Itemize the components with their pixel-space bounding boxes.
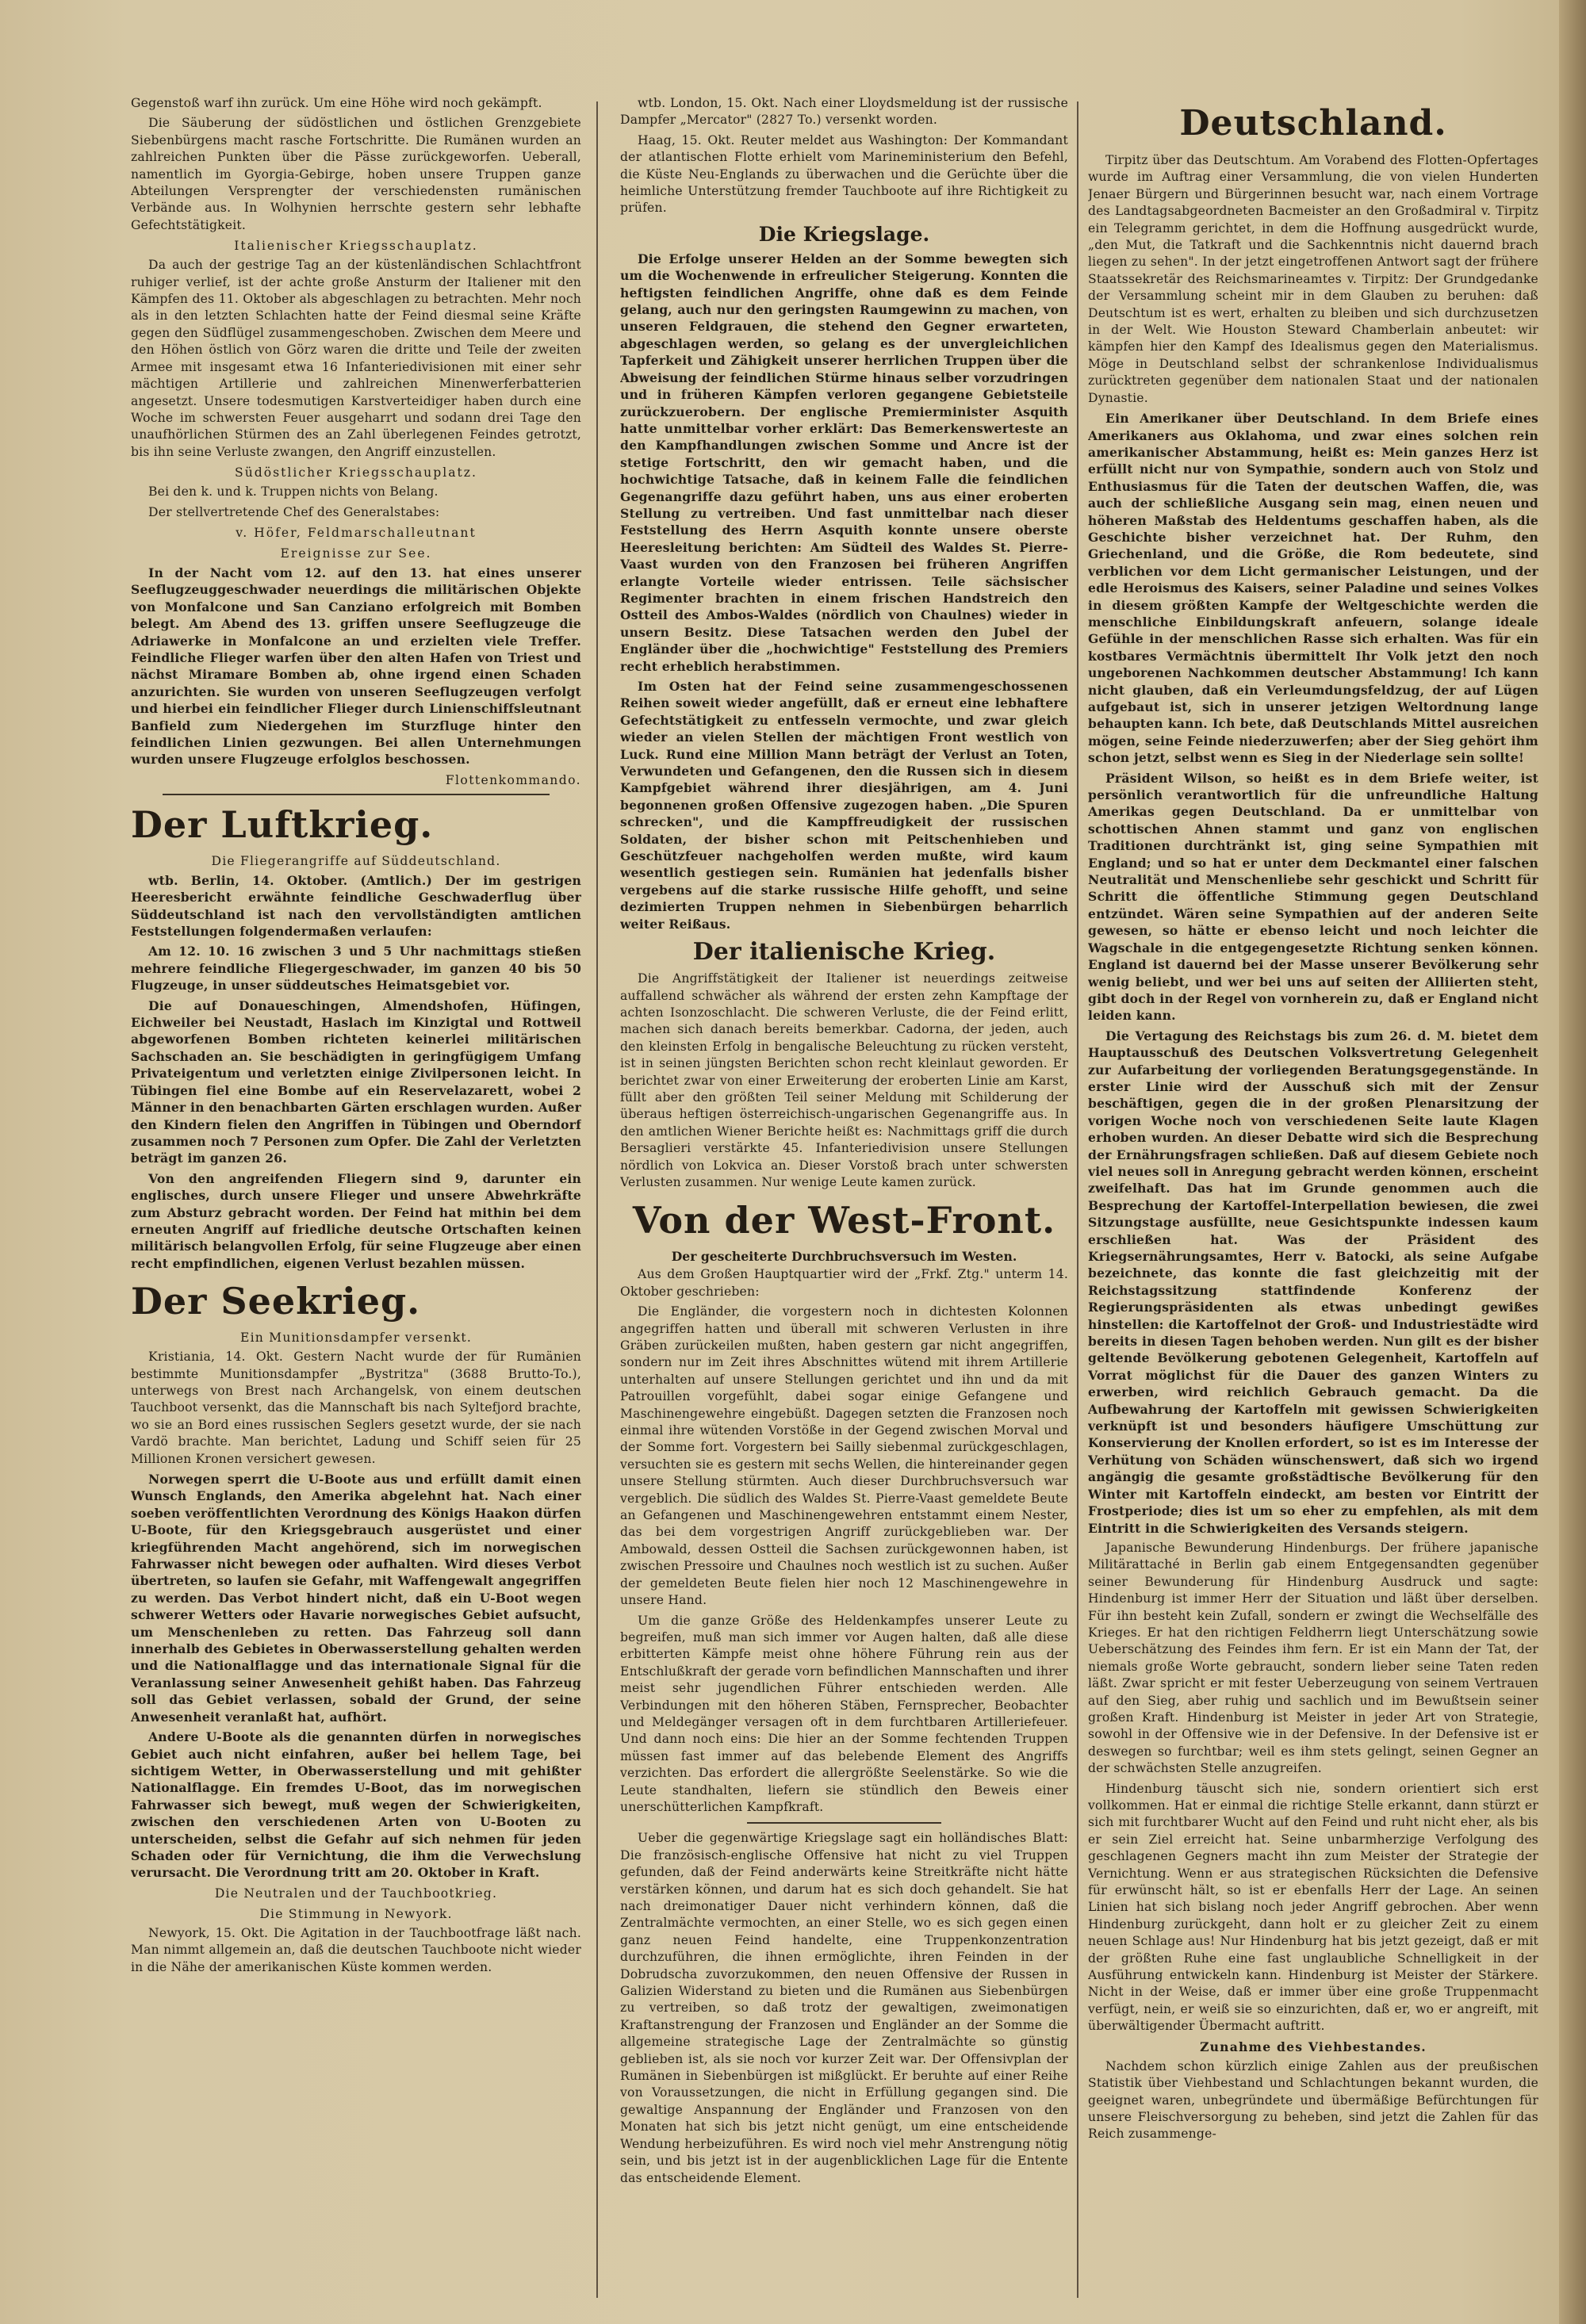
- section-divider: [747, 1822, 941, 1824]
- section-divider: [163, 794, 550, 795]
- paragraph: Newyork, 15. Okt. Die Agitation in der Tauchbootfrage läßt nach. Man nimmt allgemein an, daß die deutschen Tauchboote nicht wieder in die Nähe der amerikanischen Küste kommen werden.: [131, 1925, 581, 1974]
- paragraph: Am 12. 10. 16 zwischen 3 und 5 Uhr nachmittags stießen mehrere feindliche Fliegergeschwader, im ganzen 40 bis 50 Flugzeuge, in unser süddeutsches Heimatsgebiet vor.: [131, 944, 581, 994]
- section-subheading: Der gescheiterte Durchbruchsversuch im Westen.: [671, 1249, 1017, 1265]
- column-rule: [596, 101, 598, 2298]
- column-left: [131, 95, 581, 2307]
- paragraph: wtb. Berlin, 14. Oktober. (Amtlich.) Der im gestrigen Heeresbericht erwähnte feindliche Geschwaderflug über Süddeutschland ist nach den vervollständigten amtlichen Feststellungen folgendermaßen verlaufen:: [131, 872, 581, 940]
- column-rule: [1077, 101, 1078, 2298]
- section-subheading: Die Stimmung in Newyork.: [259, 1906, 453, 1921]
- paragraph: Im Osten hat der Feind seine zusammengeschossenen Reihen soweit wieder angefüllt, daß er erneut eine lebhaftere Gefechtstätigkeit zu entfesseln vermochte, und zwar gleich wieder an vielen Stellen der mächtigen Front westlich von Luck. Rund eine Million Mann beträgt der Verlust an Toten, Verwundeten und Gefangenen, den die Russen sich in diesem Kampfgebiet während ihrer diesjährigen, am 4. Juni begonnenen großen Offensive zugezogen haben. „Die Spuren schrecken", und die Kampffreudigkeit der russischen Soldaten, der bisher schon mit Peitschenhieben und Geschützfeuer nachgeholfen werden mußte, wird kaum wesentlich gestiegen sein. Rumänien hat jedenfalls bisher vergebens auf die starke russische Hilfe gehofft, und seine dezimierten Truppen nehmen in Siebenbürgen beharrlich weiter Reißaus.: [620, 679, 1068, 932]
- paragraph: Die Säuberung der südöstlichen und östlichen Grenzgebiete Siebenbürgens macht rasche Fortschritte. Die Rumänen wurden an zahlreichen Punkten über die Pässe zurückgeworfen. Ueberall, namentlich im Gyorgia-Gebirge, hoben unsere Truppen ganze Abteilungen Versprengter der verschiedensten rumänischen Verbände aus. In Wolhynien herrschte gestern sehr lebhafte Gefechtstätigkeit.: [131, 116, 581, 232]
- paragraph: Die Erfolge unserer Helden an der Somme bewegten sich um die Wochenwende in erfreulicher Steigerung. Konnten die heftigsten feindlichen Angriffe, ohne daß es dem Feinde gelang, auch nur den geringsten Raumgewinn zu machen, von unseren Feldgrauen, die stehend den Gegner erwarteten, abgeschlagen werden, so gelang es der unvergleichlichen Tapferkeit und Zähigkeit unserer herrlichen Truppen über die Abweisung der feindlichen Stürme hinaus selber vorzudringen und in früheren Kämpfen verloren gegangene Gebietsteile zurückzuerobern. Der englische Premierminister Asquith hatte unmittelbar vorher erklärt: Das Bemerkenswerteste an den Kampfhandlungen zwischen Somme und Ancre ist der stetige Fortschritt, den wir gemacht haben, und die hochwichtige Tatsache, daß in keinem Falle die feindlichen Gegenangriffe dazu geführt haben, uns aus einer eroberten Stellung zu vertreiben. Und fast unmittelbar nach dieser Feststellung des Herrn Asquith konnte unsere oberste Heeresleitung berichten: Am Südteil des Waldes St. Pierre-Vaast wurden von den Franzosen bei früheren Angriffen erlangte Vorteile wieder entrissen. Teile sächsischer Regimenter brachten in einem frischen Handstreich den Ostteil des Ambos-Waldes (nördlich von Chaulnes) wieder in unsern Besitz. Diese Tatsachen werden den Jubel der Engländer über die „hochwichtige" Feststellung des Premiers recht erheblich herabstimmen.: [620, 251, 1068, 674]
- paragraph: Die auf Donaueschingen, Almendshofen, Hüfingen, Eichweiler bei Neustadt, Haslach im Kinzigtal und Rottweil abgeworfenen Bomben richteten keinerlei militärischen Sachschaden an. Sie beschädigten in geringfügigem Umfang Privateigentum und verletzten einige Zivilpersonen leicht. In Tübingen fiel eine Bombe auf ein Reservelazarett, wobei 2 Männer in den benachbarten Gärten erschlagen wurden. Außer den Kindern fielen den Angriffen in Tübingen und Oberndorf zusammen noch 7 Personen zum Opfer. Die Zahl der Verletzten beträgt im ganzen 26.: [131, 997, 581, 1166]
- paragraph: Ueber die gegenwärtige Kriegslage sagt ein holländisches Blatt: Die französisch-englische Offensive hat nicht zu viel Truppen gefunden, daß der Feind anderwärts keine Streitkräfte nicht hätte verstärken können, und darum hat es sich doch gehandelt. Sie hat nach dreimonatiger Dauer nicht verhindern können, daß die Zentralmächte vermochten, an einer Stelle, wo es sich gegen einen ganz neuen Feind handelte, eine Truppenkonzentration durchzuführen, die ihnen ermöglichte, ihren Feinden in der Dobrudscha zuvorzukommen, den neuen Offensive der Russen in Galizien Widerstand zu bieten und die Rumänen aus Siebenbürgen zu vertreiben, so daß trotz der gewaltigen, zweimonatigen Kraftanstrengung der Franzosen und Engländer an der Somme die allgemeine strategische Lage der Zentralmächte so günstig geblieben ist, als sie noch vor kurzer Zeit war. Der Offensivplan der Rumänen in Siebenbürgen ist mißglückt. Er beruhte auf einer Reihe von Voraussetzungen, die nicht in Erfüllung gegangen sind. Die gewaltige Anspannung der Engländer und Franzosen von den Monaten hat sich bis jetzt nicht genügt, um eine entscheidende Wendung herbeizuführen. Es wird noch viel mehr Anstrengung nötig sein, und bis jetzt ist in der augenblicklichen Lage für die Entente das entscheidende Element.: [620, 1831, 1068, 2185]
- section-subheading: Ereignisse zur See.: [280, 546, 432, 561]
- column-right: [1088, 95, 1538, 2307]
- paragraph: wtb. London, 15. Okt. Nach einer Lloydsmeldung ist der russische Dampfer „Mercator" (2827 To.) versenkt worden.: [620, 96, 1068, 128]
- headline-luftkrieg: Der Luftkrieg.: [131, 802, 434, 846]
- paragraph: Tirpitz über das Deutschtum. Am Vorabend des Flotten-Opfertages wurde im Auftrag einer Versammlung, die von vielen Hunderten Jenaer Bürgern und Bürgerinnen besucht war, nach einem Vortrage des Landtagsabgeordneten Bacmeister an den Großadmiral v. Tirpitz ein Telegramm gerichtet, in dem die Hoffnung ausgedrückt wurde, „den Mut, die Tatkraft und die Sachkenntnis nicht dauernd brach liegen zu sehen". In der jetzt eingetroffenen Antwort sagt der frühere Staatssekretär des Reichsmarineamtes v. Tirpitz: Der Grundgedanke der Versammlung scheint mir in dem Glauben zu beruhen: daß Deutschtum ist es wert, erhalten zu bleiben und sich durchzusetzen in der Welt. Wie Houston Steward Chamberlain anbeutet: wir kämpfen hier den Kampf des Idealismus gegen den Materialismus. Möge in Deutschland selbst der schrankenlose Individualismus zurücktreten gegenüber dem nationalen Staat und der nationalen Dynastie.: [1088, 153, 1538, 405]
- headline-seekrieg: Der Seekrieg.: [131, 1280, 421, 1323]
- paragraph: In der Nacht vom 12. auf den 13. hat eines unserer Seeflugzeuggeschwader neuerdings die militärischen Objekte von Monfalcone und San Canziano erfolgreich mit Bomben belegt. Am Abend des 13. griffen unsere Seeflugzeuge die Adriawerke in Monfalcone an und erzielten viele Treffer. Feindliche Flieger warfen über den alten Hafen von Triest und nächst Miramare Bomben ab, ohne irgend einen Schaden anzurichten. Sie wurden von unseren Seeflugzeugen verfolgt und hierbei ein feindlicher Flieger durch Linienschiffsleutnant Banfield zum Niedergehen im Sturzfluge hinter den feindlichen Linien gezwungen. Bei allen Unternehmungen wurden unsere Flugzeuge erfolglos beschossen.: [131, 565, 581, 768]
- paragraph: Aus dem Großen Hauptquartier wird der „Frkf. Ztg." unterm 14. Oktober geschrieben:: [620, 1267, 1068, 1299]
- paragraph: Haag, 15. Okt. Reuter meldet aus Washington: Der Kommandant der atlantischen Flotte erhielt vom Marineministerium den Befehl, die Küste Neu-Englands zu überwachen und die Gerüchte über die heimliche Unterstützung fremder Tauchboote auf ihre Richtigkeit zu prüfen.: [620, 132, 1068, 216]
- paragraph: Der stellvertretende Chef des Generalstabes:: [148, 504, 440, 519]
- paragraph: Nachdem schon kürzlich einige Zahlen aus der preußischen Statistik über Viehbestand und Schlachtungen bekannt wurden, die geeignet waren, unbegründete und übermäßige Befürchtungen für unsere Fleischversorgung zu beheben, sind jetzt die Zahlen für das Reich zusammenge-: [1088, 2058, 1538, 2142]
- signature-line: v. Höfer, Feldmarschalleutnant: [236, 525, 477, 540]
- paragraph: Die Engländer, die vorgestern noch in dichtesten Kolonnen angegriffen hatten und überall mit schweren Verlusten in ihre Gräben zurückeilen mußten, haben gestern gar nicht angegriffen, sondern nur im Zeit ihres Abschnittes wütend mit ihrem Artillerie unterhalten auf unsere Stellungen gerichtet und ihn und da mit Patrouillen vorgefühlt, dabei sogar einige Gefangene und Maschinengewehre eingebüßt. Dagegen setzten die Franzosen noch einmal ihre wütenden Vorstöße in der Gegend zwischen Morval und der Somme fort. Vorgestern bei Sailly siebenmal zurückgeschlagen, versuchten sie es gestern mit sechs Wellen, die hintereinander gegen unsere Stellung stürmten. Auch dieser Durchbruchsversuch war vergeblich. Die südlich des Waldes St. Pierre-Vaast gemeldete Beute an Gefangenen und Maschinengewehren entstammt einem Nester, das bei dem vorgestrigen Angriff zurückgeblieben war. Der Ambowald, dessen Ostteil die Sachsen zurückgewonnen haben, ist zwischen Pressoire und Chaulnes noch westlich ist zu suchen. Außer der gemeldeten Beute fielen hier noch 12 Maschinengewehre in unsere Hand.: [620, 1304, 1068, 1608]
- paragraph: Um die ganze Größe des Heldenkampfes unserer Leute zu begreifen, muß man sich immer vor Augen halten, daß alle diese erbitterten Kämpfe meist ohne höhere Führung rein aus der Entschlußkraft der gerade vorn befindlichen Mannschaften und ihrer meist sehr jugendlichen Führer entschieden werden. Alle Verbindungen mit den höheren Stäben, Fernsprecher, Beobachter und Meldegänger versagen oft in dem furchtbaren Artilleriefeuer. Und dann noch eins: Die hier an der Somme fechtenden Truppen müssen fast immer auf das belebende Element des Angriffs verzichten. Das erfordert die allergrößte Seelenstärke. So wie die Leute standhalten, liefern sie stündlich den Beweis einer unerschütterlichen Kampfkraft.: [620, 1613, 1068, 1814]
- section-subheading: Südöstlicher Kriegsschauplatz.: [235, 465, 477, 480]
- paragraph: Hindenburg täuscht sich nie, sondern orientiert sich erst vollkommen. Hat er einmal die richtige Stelle erkannt, dann stürzt er sich mit furchtbarer Wucht auf den Feind und ruht nicht eher, als bis er sein Ziel erreicht hat. Seine unbarmherzige Verfolgung des geschlagenen Gegners macht ihn zum Meister der Strategie der Vernichtung. Wenn er aus strategischen Rücksichten die Defensive für erwünscht hält, so ist er ebenfalls Herr der Lage. An seinen Linien hat sich bislang noch jeder Angriff gebrochen. Aber wenn Hindenburg zurückgeht, dann holt er zu gleicher Zeit zu einem neuen Schlage aus! Nur Hindenburg hat bis jetzt gezeigt, daß er mit der größten Ruhe eine fast unglaubliche Schnelligkeit in der Ausführung entwickeln kann. Hindenburg ist Meister der Stärkere. Nicht in der Weise, daß er immer über eine große Truppenmacht verfügt, nein, er weiß sie so einzurichten, daß er, wo er angreift, mit überwältigender Übermacht auftritt.: [1088, 1781, 1538, 2034]
- paragraph: Da auch der gestrige Tag an der küstenländischen Schlachtfront ruhiger verlief, ist der achte große Ansturm der Italiener mit den Kämpfen des 11. Oktober als abgeschlagen zu betrachten. Mehr noch als in den letzten Schlachten hatte der Feind diesmal seine Kräfte gegen den Südflügel zusammengeschoben. Zwischen dem Meere und den Höhen östlich von Görz waren die dritte und Teile der zweiten Armee mit insgesamt etwa 16 Infanteriedivisionen mit einer sehr mächtigen Artillerie und zahlreichen Minenwerferbatterien angesetzt. Unsere todesmutigen Karstverteidiger haben durch eine Woche im schwersten Feuer ausgeharrt und sodann drei Tage den unaufhörlichen Stürmen des an Zahl überlegenen Feindes getrotzt, bis ihn seine Verluste zwangen, den Angriff einzustellen.: [131, 258, 581, 459]
- headline-deutschland: Deutschland.: [1179, 103, 1447, 144]
- paragraph: Ein Amerikaner über Deutschland. In dem Briefe eines Amerikaners aus Oklahoma, und zwar eines solchen rein amerikanischer Abstammung, heißt es: Mein ganzes Herz ist erfüllt nicht nur von Sympathie, sondern auch von Stolz und Enthusiasmus für die Taten der deutschen Waffen, die, was auch der schließliche Ausgang sein mag, einen neuen und höheren Maßstab des Heldentums geschaffen haben, als die Geschichte bisher verzeichnet hat. Der Ruhm, den Griechenland, und die Größe, die Rom bedeutete, sind verblichen vor dem Licht germanischer Leistungen, und der edle Heroismus des Kaisers, seiner Paladine und seines Volkes in diesem größten Kampfe der Weltgeschichte werden die menschliche Einbildungskraft anfeuern, solange ideale Gefühle in der menschlichen Rasse sich erhalten. Was für ein kostbares Vermächtnis übermittelt Ihr Volk jetzt den noch ungeborenen Nachkommen deutscher Abstammung! Ich kann nicht glauben, daß ein Verleumdungsfeldzug, der auf Lügen aufgebaut ist, sich in unserer jetzigen Weltordnung lange behaupten kann. Ich bete, daß Deutschlands Mittel ausreichen mögen, seine Feinde niederzuwerfen; aber der Sieg gehört ihm schon jetzt, selbst wenn es Sieg in der Niederlage sein sollte!: [1088, 411, 1538, 766]
- paragraph: Die Angriffstätigkeit der Italiener ist neuerdings zeitweise auffallend schwächer als während der ersten zehn Kampftage der achten Isonzoschlacht. Die schweren Verluste, die der Feind erlitt, machen sich danach bereits bemerkbar. Cadorna, der jeden, auch den kleinsten Erfolg in bengalische Beleuchtung zu rücken versteht, ist in seinen jüngsten Berichten schon recht kleinlaut geworden. Er berichtet zwar von einer Erweiterung der eroberten Linie am Karst, füllt aber den größten Teil seiner Meldung mit Schilderung der überaus heftigen österreichisch-ungarischen Gegenangriffe aus. In den amtlichen Wiener Berichte heißt es: Nachmittags griff die durch Bersaglieri verstärkte 45. Infanteriedivision unsere Stellungen nördlich von Lokvica an. Dieser Vorstoß brach unter schwersten Verlusten zusammen. Nur wenige Leute kamen zurück.: [620, 971, 1068, 1189]
- paragraph: Von den angreifenden Fliegern sind 9, darunter ein englisches, durch unsere Flieger und unsere Abwehrkräfte zum Absturz gebracht worden. Der Feind hat mithin bei dem erneuten Angriff auf friedliche deutsche Ortschaften keinen militärisch belangvollen Erfolg, für seine Flugzeuge aber einen recht empfindlichen, eigenen Verlust bezahlen müssen.: [131, 1170, 581, 1271]
- paragraph: Gegenstoß warf ihn zurück. Um eine Höhe wird noch gekämpft.: [131, 96, 542, 110]
- paragraph: Kristiania, 14. Okt. Gestern Nacht wurde der für Rumänien bestimmte Munitionsdampfer „Bystritza" (3688 Brutto-To.), unterwegs von Brest nach Archangelsk, von einem deutschen Tauchboot versenkt, das die Mannschaft bis nach Syltefjord brachte, wo sie an Bord eines russischen Seglers gesetzt wurde, der sie nach Vardö brachte. Man berichtet, Ladung und Schiff seien für 25 Millionen Kronen versichert gewesen.: [131, 1350, 581, 1466]
- headline-west-front: Von der West-Front.: [632, 1199, 1056, 1242]
- section-subheading: Ein Munitionsdampfer versenkt.: [240, 1330, 472, 1346]
- paragraph: Bei den k. und k. Truppen nichts von Belang.: [148, 484, 439, 500]
- section-subheading: Die Neutralen und der Tauchbootkrieg.: [214, 1886, 498, 1901]
- paragraph: Norwegen sperrt die U-Boote aus und erfüllt damit einen Wunsch Englands, den Amerika abgelehnt hat. Nach einer soeben veröffentlichten Verordnung des Königs Haakon dürfen U-Boote, für den Kriegsgebrauch ausgerüstet und einer kriegführenden Macht angehörend, sich im norwegischen Fahrwasser nicht bewegen oder aufhalten. Wird dieses Verbot übertreten, so laufen sie Gefahr, mit Waffengewalt angegriffen zu werden. Das Verbot hindert nicht, daß ein U-Boot wegen schwerer Wetters oder Havarie norwegisches Gebiet aufsucht, um Menschenleben zu retten. Das Fahrzeug soll dann innerhalb des Gebietes in Oberwasserstellung gehalten werden und die Nationalflagge und das internationale Signal für die Veranlassung seiner Anwesenheit gehißt haben. Das Fahrzeug soll das Gebiet verlassen, sobald der Grund, der seine Anwesenheit veranlaßt hat, aufhört.: [131, 1472, 581, 1725]
- section-subheading: Italienischer Kriegsschauplatz.: [234, 239, 478, 254]
- paragraph: Die Vertagung des Reichstags bis zum 26. d. M. bietet dem Hauptausschuß des Deutschen Volksvertretung Gelegenheit zur Aufarbeitung der vorliegenden Beratungsgegenstände. In erster Linie wird der Ausschuß sich mit der Zensur beschäftigen, gegen die in der großen Plenarsitzung der vorigen Woche noch von verschiedenen Seite laute Klagen erhoben wurden. An dieser Debatte wird sich die Besprechung der Ernährungsfragen schließen. Daß auf diesem Gebiete noch viel neues soll in Anregung gebracht werden können, erscheint zweifelhaft. Das hat im Grunde genommen auch die Besprechung der Kartoffel-Interpellation bewiesen, die zwei Sitzungstage ausfüllte, neue Gesichtspunkte indessen kaum erschließen hat. Was der Präsident des Kriegsernährungsamtes, Herr v. Batocki, als seine Aufgabe bezeichnete, das konnte die fast gleichzeitig mit der Reichstagssitzung stattfindende Konferenz der Regierungspräsidenten als etwas unbedingt gewißes hinstellen: die Kartoffelnot der Groß- und Industriestädte wird bereits in diesen Tagen behoben werden. Nun gilt es der bisher geltende Bevölkerung gebotenen Gelegenheit, Kartoffeln auf Vorrat möglichst für die Dauer des ganzen Winters zu erwerben, wird reichlich Gebrauch gemacht. Da die Aufbewahrung der Kartoffeln mit gewissen Schwierigkeiten verknüpft ist und besonders häufigere Umschüttung zur Konservierung der Knollen erfordert, so ist es im Interesse der Verhütung von Schäden wünschenswert, daß sich wo irgend angängig die gesamte großstädtische Bevölkerung für den Winter mit Kartoffeln eindeckt, am besten vor Eintritt der Frostperiode; dies ist um so eher zu empfehlen, als mit dem Eintritt in die Schwierigkeiten des Versands steigern.: [1088, 1028, 1538, 1536]
- page-binding-edge: [1559, 0, 1586, 2324]
- headline-italienischer-krieg: Der italienische Krieg.: [692, 938, 996, 967]
- section-subheading: Die Fliegerangriffe auf Süddeutschland.: [211, 853, 501, 868]
- paragraph: Präsident Wilson, so heißt es in dem Briefe weiter, ist persönlich verantwortlich für die unfreundliche Haltung Amerikas gegen Deutschland. Da er unmittelbar von schottischen Ahnen stammt und ganz von englischen Traditionen durchtränkt ist, ging seine Sympathien mit England; und so hat er unter dem Deckmantel einer falschen Neutralität und Menschenliebe sehr geschickt und Schritt für Schritt die öffentliche Stimmung gegen Deutschland entzündet. Wären seine Sympathien auf der anderen Seite gewesen, so hätte er ebenso leicht und noch leichter die Wagschale in die entgegengesetzte Richtung senken können. England ist dauernd bei der Masse unserer Bevölkerung sehr wenig beliebt, und wer bei uns auf seiten der Alliierten steht, gibt doch in der Regel von vornherein zu, daß er England nicht leiden kann.: [1088, 770, 1538, 1024]
- headline-kriegslage: Die Kriegslage.: [758, 222, 930, 246]
- paragraph: Andere U-Boote als die genannten dürfen in norwegisches Gebiet auch nicht einfahren, außer bei hellem Tage, bei sichtigem Wetter, in Oberwasserstellung und mit gehißter Nationalflagge. Ein fremdes U-Boot, das im norwegischen Fahrwasser sich bewegt, muß wegen der Schwierigkeiten, zwischen den verschiedenen Arten von U-Booten zu unterscheiden, selbst die Gefahr auf sich nehmen für jeden Schaden oder für Vernichtung, die ihm die Verwechslung verursacht. Die Verordnung tritt am 20. Oktober in Kraft.: [131, 1729, 581, 1881]
- column-middle: [620, 95, 1068, 2307]
- section-subheading: Zunahme des Viehbestandes.: [1200, 2039, 1427, 2054]
- signature-line: Flottenkommando.: [445, 772, 581, 787]
- paragraph: Japanische Bewunderung Hindenburgs. Der frühere japanische Militärattaché in Berlin gab einem Entgegensandten gegenüber seiner Bewunderung für Hindenburg Ausdruck und sagte: Hindenburg ist immer Herr der Situation und läßt über derselben. Für ihn besteht kein Zufall, sondern er zwingt die Wechselfälle des Krieges. Er hat den richtigen Feldherrn liegt Unterschätzung sowie Ueberschätzung des Feindes ihm fern. Er ist ein Mann der Tat, der niemals große Worte gebraucht, sondern lieber seine Taten reden läßt. Zwar spricht er mit fester Ueberzeugung von seinem Vertrauen auf den Sieg, aber ruhig und sachlich und im Bewußtsein seiner großen Kraft. Hindenburg ist Meister in jeder Art von Strategie, sowohl in der Offensive wie in der Defensive. In der Defensive ist er deswegen so furchtbar; weil es ihm stets gelingt, seinen Gegner an der schwächsten Stelle anzugreifen.: [1088, 1540, 1538, 1776]
